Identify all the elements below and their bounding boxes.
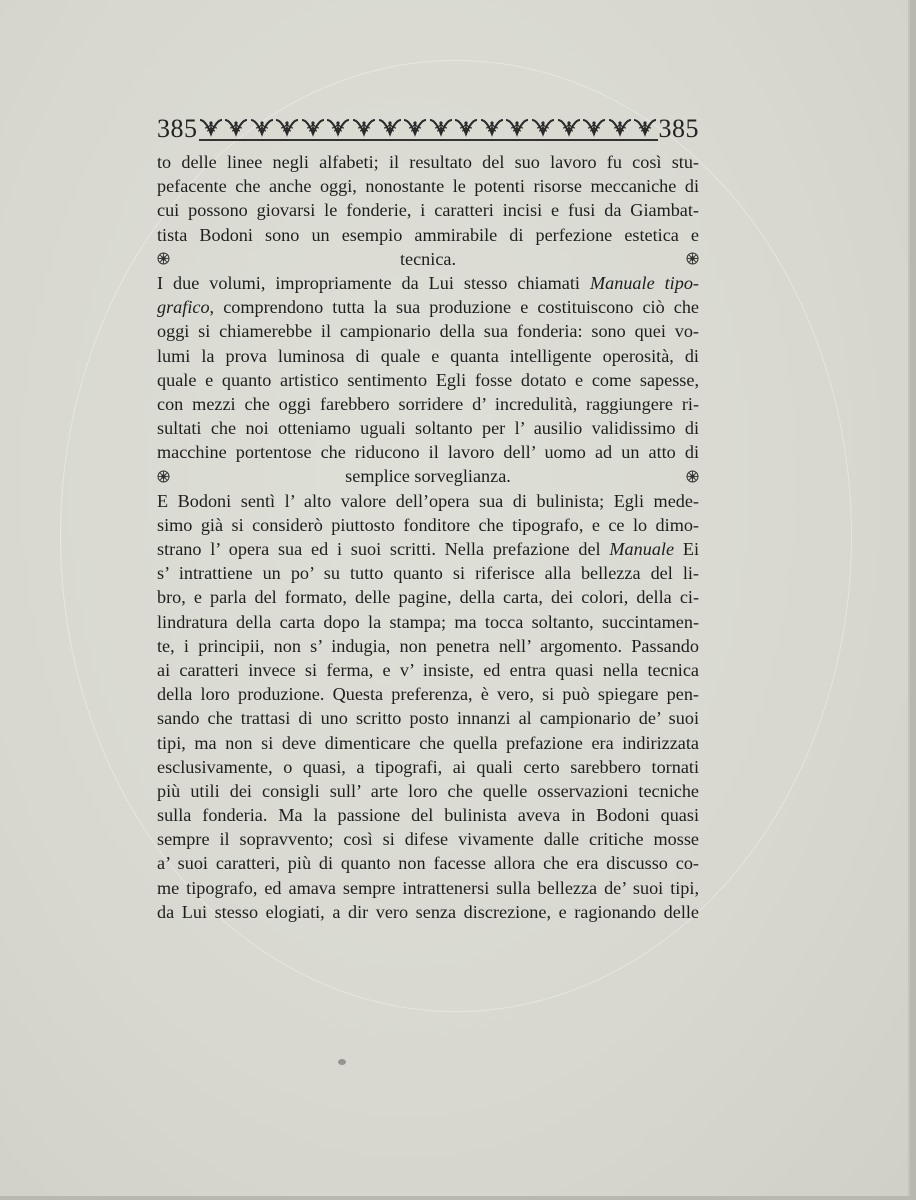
text-line: pefacente che anche oggi, nonostante le potenti risorse meccaniche di [157,176,699,197]
text-line: strano l’ opera sua ed i suoi scritti. Nella prefazione del Manuale Ei [157,539,699,559]
palmette-ornament-icon [326,118,350,138]
palmette-ornament-icon [531,118,555,138]
paragraph-closing-line [157,464,699,488]
palmette-ornament-icon [454,118,478,138]
palmette-ornament-icon [301,118,325,138]
body-text [157,150,699,924]
text-line: da Lui stesso elogiati, a dir vero senza discrezione, e ragionando delle [157,901,699,922]
italic-title: Manuale tipo- [589,272,699,293]
text-line: della loro produzione. Questa preferenza, è vero, si può spiegare pen- [157,684,699,705]
text-line: quale e quanto artistico sentimento Egli fosse dotato e come sapesse, [157,369,699,390]
ink-spot [338,1059,346,1065]
text-line: a’ suoi caratteri, più di quanto non facesse allora che era discusso co- [157,853,699,874]
text-line: oggi si chiamerebbe il campionario della sua fonderia: sono quei vo- [157,321,699,342]
rosette-icon [157,252,170,265]
text-line: E Bodoni sentì l’ alto valore dell’opera sua di bulinista; Egli mede- [157,490,699,511]
text-line: I due volumi, impropriamente da Lui stesso chiamati Manuale tipo- [157,272,699,293]
text-line: lindratura della carta dopo la stampa; ma tocca soltanto, succintamen- [157,611,699,632]
text-line: me tipografo, ed amava sempre intrattenersi sulla bellezza de’ suoi tipi, [157,877,699,898]
paragraph-closing-line [157,247,699,271]
text-line: s’ intrattiene un po’ su tutto quanto si riferisce alla bellezza del li- [157,563,699,584]
text-line: simo già si considerò piuttosto fonditore che tipografo, e ce lo dimo- [157,514,699,535]
rosette-icon [686,470,699,483]
closing-text: tecnica. [399,248,457,269]
text-line: tipi, ma non si deve dimenticare che quella prefazione era indirizzata [157,732,699,753]
palmette-ornament-icon [378,118,402,138]
running-header [157,114,699,144]
text-line: lumi la prova luminosa di quale e quanta intelligente operosità, di [157,345,699,366]
palmette-ornament-icon [429,118,453,138]
italic-title: Manuale [609,539,675,559]
palmette-ornament-icon [275,118,299,138]
rosette-icon [157,470,170,483]
text-line: ai caratteri invece si ferma, e v’ insiste, ed entra quasi nella tecnica [157,659,699,680]
palmette-ornament-icon [224,118,248,138]
text-line: sando che trattasi di uno scritto posto innanzi al campionario de’ suoi [157,708,699,729]
palmette-ornament-icon [608,118,632,138]
palmette-ornament-icon [403,118,427,138]
palmette-ornament-icon [199,118,223,138]
text-line: esclusivamente, o quasi, a tipografi, ai quali certo sarebbero tornati [157,756,699,777]
closing-text: semplice sorveglianza. [345,466,511,487]
palmette-ornament-icon [582,118,606,138]
text-line: bro, e parla del formato, delle pagine, della carta, dei colori, della ci- [157,587,699,608]
rosette-icon [686,252,699,265]
palmette-ornament-icon [352,118,376,138]
text-line: tista Bodoni sono un esempio ammirabile di perfezione estetica e [157,224,699,245]
palmette-ornament-icon [557,118,581,138]
palmette-ornament-icon [480,118,504,138]
palmette-ornament-icon [633,118,657,138]
page-number-left: 385 [157,114,198,143]
palmette-ornament-icon [250,118,274,138]
text-line: macchine portentose che riducono il lavoro dell’ uomo ad un atto di [157,442,699,463]
text-line: to delle linee negli alfabeti; il resultato del suo lavoro fu così stu- [157,152,699,172]
text-line: cui possono giovarsi le fonderie, i caratteri incisi e fusi da Giambat- [157,200,699,221]
text-line: sulla fonderia. Ma la passione del bulinista aveva in Bodoni quasi [157,805,699,826]
text-line: più utili dei consigli sull’ arte loro che quelle osservazioni tecniche [157,780,699,801]
text-line: te, i principii, non s’ indugia, non penetra nell’ argomento. Passando [157,635,699,656]
text-line: grafico, comprendono tutta la sua produzione e costituiscono ciò che [157,297,699,318]
ornament-band [199,117,658,141]
text-line: sempre il sopravvento; così si difese vivamente dalle critiche mosse [157,829,699,850]
text-line: con mezzi che oggi farebbero sorridere d’ incredulità, raggiungere ri- [157,393,699,414]
text-line: sultati che noi otteniamo uguali soltanto per l’ ausilio validissimo di [157,418,699,439]
page-number-right: 385 [658,114,699,143]
italic-title: grafico [157,297,210,318]
palmette-ornament-icon [505,118,529,138]
